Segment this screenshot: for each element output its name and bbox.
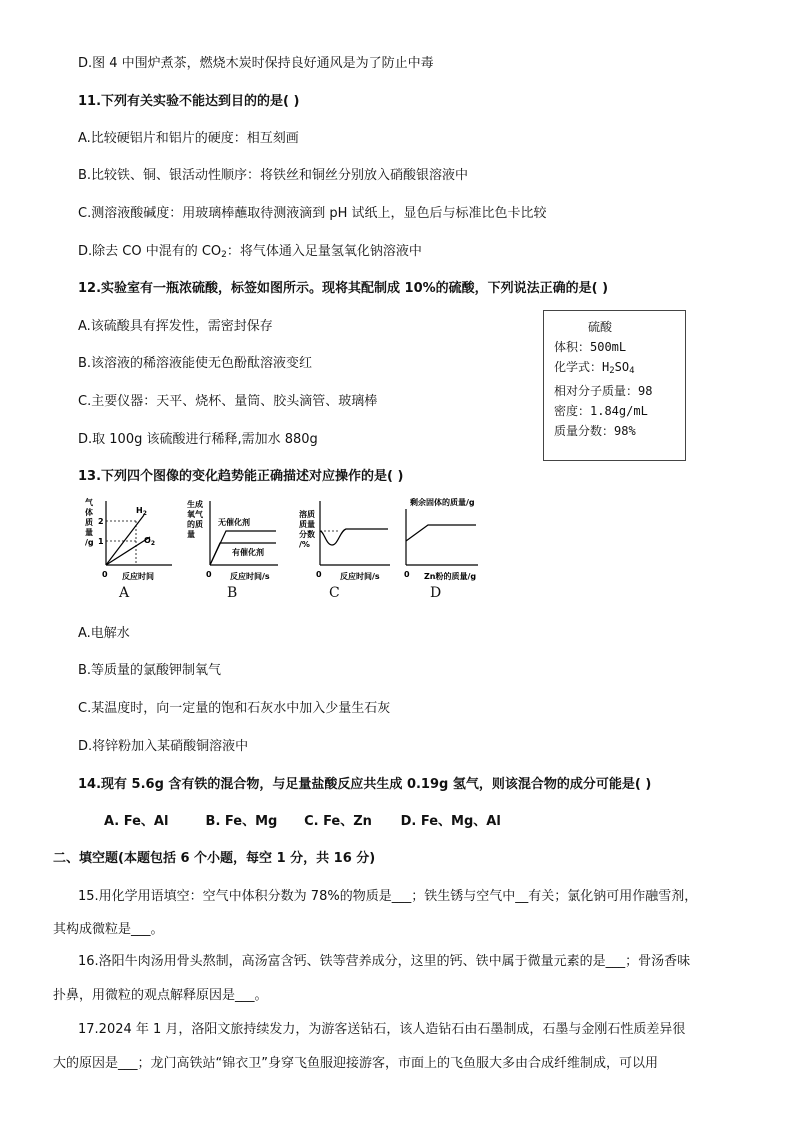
q17-line1 <box>78 1018 685 1037</box>
sulfuric-acid-label <box>543 310 686 461</box>
q15-line2: 其构成微粒是___。 <box>53 922 164 937</box>
q17-line1-text: 17.2024 年 1 月，洛阳文旅持续发力，为游客送钻石，该人造钻石由石墨制成，石墨与金刚石性质差异很 <box>78 1022 686 1037</box>
graph-d-line <box>406 525 476 541</box>
graph-c-letter: C <box>329 585 340 601</box>
graph-a-ylabel-0: 气 <box>85 498 93 507</box>
q11-option-d-pre: D.除去 CO 中混有的 CO <box>78 244 222 259</box>
graph-c-origin: 0 <box>316 570 322 579</box>
graph-b-line2-label: 有催化剂 <box>232 548 264 557</box>
graph-b-ylabel-2: 的质 <box>187 520 203 529</box>
graph-a-h2-label: $H_2$ <box>136 506 147 517</box>
graph-c-svg <box>298 495 393 585</box>
graph-a-o2-label: $O_2$ <box>144 536 155 547</box>
q15-line1: 15.用化学用语填空：空气中体积分数为 78%的物质是___；铁生锈与空气中__有关；氯化钠可用作融雪剂， <box>78 889 698 904</box>
label-formula-sub2: 4 <box>629 366 635 376</box>
graph-d-title: 剩余固体的质量/g <box>410 498 475 507</box>
label-title: 硫酸 <box>588 320 613 334</box>
q11-option-d-sub: 2 <box>221 250 227 260</box>
graph-b-ylabel-3: 量 <box>187 530 195 539</box>
q11-option-a: A.比较硬铝片和铝片的硬度：相互刻画 <box>78 131 299 146</box>
q12-option-c: C.主要仪器：天平、烧杯、量筒、胶头滴管、玻璃棒 <box>78 394 378 409</box>
q13-stem: 13.下列四个图像的变化趋势能正确描述对应操作的是( ) <box>78 469 404 484</box>
graph-a-ylabel-4: /g <box>85 538 94 547</box>
q14-stem: 14.现有 5.6g 含有铁的混合物，与足量盐酸反应共生成 0.19g 氢气，则该混合物的成分可能是( ) <box>78 777 652 792</box>
label-formula-sub1: 2 <box>609 366 615 376</box>
graph-b-origin: 0 <box>206 570 212 579</box>
q14-option-c: C. Fe、Zn <box>304 814 372 829</box>
graph-c-curve <box>320 529 388 545</box>
q17-line2: 大的原因是___；龙门高铁站“锦衣卫”身穿飞鱼服迎接游客，市面上的飞鱼服大多由合成纤维制成，可以用 <box>53 1056 658 1071</box>
graph-a <box>84 495 174 585</box>
q12-stem: 12.实验室有一瓶浓硫酸，标签如图所示。现将其配制成 10%的硫酸，下列说法正确的是( ) <box>78 281 609 296</box>
graph-a-letter: A <box>119 585 130 601</box>
graph-a-svg <box>84 495 174 585</box>
q11-option-c: C.测溶液酸碱度：用玻璃棒蘸取待测液滴到 pH 试纸上，显色后与标准比色卡比较 <box>78 206 547 221</box>
q11-stem: 11.下列有关实验不能达到目的的是( ) <box>78 94 300 109</box>
graph-c-ylabel-1: 质量 <box>299 520 315 529</box>
graph-b-ylabel-1: 氧气 <box>187 510 203 519</box>
graph-a-ylabel-2: 质 <box>85 518 93 527</box>
q10-option-d: D.图 4 中围炉煮茶，燃烧木炭时保持良好通风是为了防止中毒 <box>78 56 434 71</box>
q14-options <box>104 810 501 829</box>
graph-a-tick-1: 1 <box>98 537 104 546</box>
section2-heading: 二、填空题(本题包括 6 个小题，每空 1 分，共 16 分) <box>53 851 376 866</box>
label-formula <box>554 357 685 381</box>
q11-option-d-post: ：将气体通入足量氢氧化钠溶液中 <box>226 244 422 259</box>
graph-b-line1-label: 无催化剂 <box>218 518 250 527</box>
graph-c-ylabel-3: /% <box>299 540 310 549</box>
label-molar-mass: 相对分子质量：98 <box>554 384 653 398</box>
label-volume: 体积：500mL <box>554 340 627 354</box>
graph-a-h2-line <box>106 515 144 565</box>
graph-a-tick-2: 2 <box>98 517 104 526</box>
q13-option-c: C.某温度时，向一定量的饱和石灰水中加入少量生石灰 <box>78 701 391 716</box>
graph-c-ylabel-0: 溶质 <box>299 510 315 519</box>
label-density: 密度：1.84g/mL <box>554 404 648 418</box>
graph-c-xlabel: 反应时间/s <box>340 572 380 581</box>
graph-a-xlabel: 反应时间 <box>122 572 154 581</box>
q16-line1: 16.洛阳牛肉汤用骨头熬制，高汤富含钙、铁等营养成分，这里的钙、铁中属于微量元素的是___；骨汤香味 <box>78 954 691 969</box>
q12-option-d: D.取 100g 该硫酸进行稀释,需加水 880g <box>78 432 318 447</box>
graph-b-svg <box>186 495 281 585</box>
label-formula-mid: SO <box>614 360 630 374</box>
q11-option-b: B.比较铁、铜、银活动性顺序：将铁丝和铜丝分别放入硝酸银溶液中 <box>78 168 469 183</box>
graph-d-origin: 0 <box>404 570 410 579</box>
graph-b-xlabel: 反应时间/s <box>230 572 270 581</box>
graph-c-ylabel-2: 分数 <box>299 530 315 539</box>
q12-option-b: B.该溶液的稀溶液能使无色酚酞溶液变红 <box>78 356 313 371</box>
graph-b-ylabel-0: 生成 <box>187 500 203 509</box>
q14-option-b: B. Fe、Mg <box>205 814 278 829</box>
q13-option-d: D.将锌粉加入某硝酸铜溶液中 <box>78 739 249 754</box>
q12-option-a: A.该硫酸具有挥发性，需密封保存 <box>78 319 273 334</box>
graph-d-xlabel: Zn粉的质量/g <box>424 572 477 581</box>
graph-b <box>186 495 281 585</box>
graph-d-svg <box>398 495 488 585</box>
graph-b-letter: B <box>227 585 238 601</box>
graph-d <box>398 495 488 585</box>
graph-a-origin: 0 <box>102 570 108 579</box>
graph-c <box>298 495 393 585</box>
graph-a-ylabel-3: 量 <box>85 528 93 537</box>
q13-option-a: A.电解水 <box>78 626 130 641</box>
q16-line2: 扑鼻，用微粒的观点解释原因是___。 <box>53 988 268 1003</box>
label-mass-fraction: 质量分数：98% <box>554 424 636 438</box>
q14-option-d: D. Fe、Mg、Al <box>400 814 501 829</box>
graph-a-ylabel-1: 体 <box>85 508 93 517</box>
q14-option-a: A. Fe、Al <box>104 814 169 829</box>
q13-option-b: B.等质量的氯酸钾制氧气 <box>78 663 222 678</box>
q11-option-d <box>78 240 422 260</box>
label-formula-pre: 化学式：H <box>554 360 610 374</box>
graph-d-letter: D <box>430 585 442 601</box>
